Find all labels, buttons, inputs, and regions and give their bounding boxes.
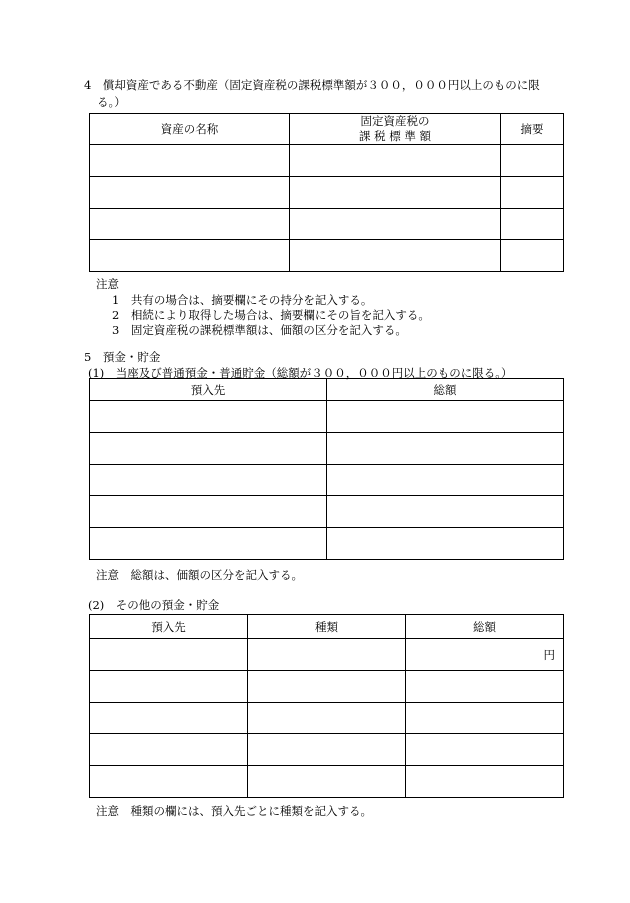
depository-cell[interactable] (90, 671, 248, 703)
total-amount-cell[interactable] (406, 639, 564, 671)
asset-name-cell[interactable] (90, 240, 290, 272)
depository-cell[interactable] (90, 766, 248, 798)
col-header-type: 種類 (248, 615, 406, 639)
section4-notes-title: 注意 (96, 277, 119, 291)
total-amount-cell[interactable] (327, 496, 564, 528)
total-amount-cell[interactable] (327, 465, 564, 496)
col-header-remarks: 摘要 (501, 114, 564, 145)
tax-base-cell[interactable] (290, 209, 501, 240)
section4-heading-line2: る。） (97, 95, 126, 109)
table-row (90, 671, 564, 703)
section5-sub2-note: 注意 種類の欄には、預入先ごとに種類を記入する。 (96, 804, 372, 818)
table-row (90, 401, 564, 433)
col-header-asset-name: 資産の名称 (90, 114, 290, 145)
section5-sub1-note: 注意 総額は、価額の区分を記入する。 (96, 568, 303, 582)
asset-name-cell[interactable] (90, 145, 290, 177)
depository-cell[interactable] (90, 496, 327, 528)
fixed-asset-table (89, 113, 564, 272)
asset-name-cell[interactable] (90, 209, 290, 240)
type-cell[interactable] (248, 734, 406, 766)
col-header-total-amount: 総額 (327, 379, 564, 401)
yen-unit-label: 円 (543, 647, 555, 662)
table-row (90, 465, 564, 496)
depository-cell[interactable] (90, 639, 248, 671)
total-amount-cell[interactable] (406, 671, 564, 703)
table-header-row (90, 114, 564, 145)
remarks-cell[interactable] (501, 177, 564, 209)
tax-base-cell[interactable] (290, 177, 501, 209)
col-header-depository: 預入先 (90, 615, 248, 639)
section4-note-3: 3 固定資産税の課税標準額は、価額の区分を記入する。 (112, 323, 407, 337)
table-row (90, 496, 564, 528)
depository-cell[interactable] (90, 401, 327, 433)
depository-cell[interactable] (90, 433, 327, 465)
section4-note-1: 1 共有の場合は、摘要欄にその持分を記入する。 (112, 293, 373, 307)
table-row (90, 177, 564, 209)
table-row (90, 639, 564, 671)
depository-cell[interactable] (90, 734, 248, 766)
depository-cell[interactable] (90, 703, 248, 734)
col-header-tax-base-line2: 課 税 標 準 額 (358, 129, 432, 143)
table-row (90, 766, 564, 798)
table-header-row (90, 615, 564, 639)
remarks-cell[interactable] (501, 240, 564, 272)
table-row (90, 703, 564, 734)
section4-note-2: 2 相続により取得した場合は、摘要欄にその旨を記入する。 (112, 308, 430, 322)
col-header-tax-base (290, 114, 501, 145)
section5-sub2-heading: (2) その他の預金・貯金 (88, 598, 220, 612)
col-header-depository: 預入先 (90, 379, 327, 401)
type-cell[interactable] (248, 671, 406, 703)
type-cell[interactable] (248, 639, 406, 671)
table-row (90, 528, 564, 560)
table-row (90, 433, 564, 465)
total-amount-cell[interactable] (406, 766, 564, 798)
total-amount-cell[interactable] (406, 734, 564, 766)
depository-cell[interactable] (90, 528, 327, 560)
type-cell[interactable] (248, 703, 406, 734)
tax-base-cell[interactable] (290, 240, 501, 272)
depository-cell[interactable] (90, 465, 327, 496)
total-amount-cell[interactable] (327, 401, 564, 433)
col-header-total-amount: 総額 (406, 615, 564, 639)
other-deposit-table (89, 614, 564, 798)
asset-name-cell[interactable] (90, 177, 290, 209)
table-header-row (90, 379, 564, 401)
total-amount-cell[interactable] (406, 703, 564, 734)
remarks-cell[interactable] (501, 145, 564, 177)
tax-base-cell[interactable] (290, 145, 501, 177)
col-header-tax-base-line1: 固定資産税の (360, 114, 430, 128)
table-row (90, 240, 564, 272)
table-row (90, 734, 564, 766)
section4-heading-line1: 4 償却資産である不動産（固定資産税の課税標準額が３００，０００円以上のものに限 (84, 78, 540, 92)
remarks-cell[interactable] (501, 209, 564, 240)
type-cell[interactable] (248, 766, 406, 798)
table-row (90, 209, 564, 240)
section5-heading: 5 預金・貯金 (84, 350, 161, 364)
section5-sub1-heading: (1) 当座及び普通預金・普通貯金（総額が３００，０００円以上のものに限る。） (88, 366, 513, 380)
table-row (90, 145, 564, 177)
current-deposit-table (89, 378, 564, 560)
total-amount-cell[interactable] (327, 433, 564, 465)
total-amount-cell[interactable] (327, 528, 564, 560)
